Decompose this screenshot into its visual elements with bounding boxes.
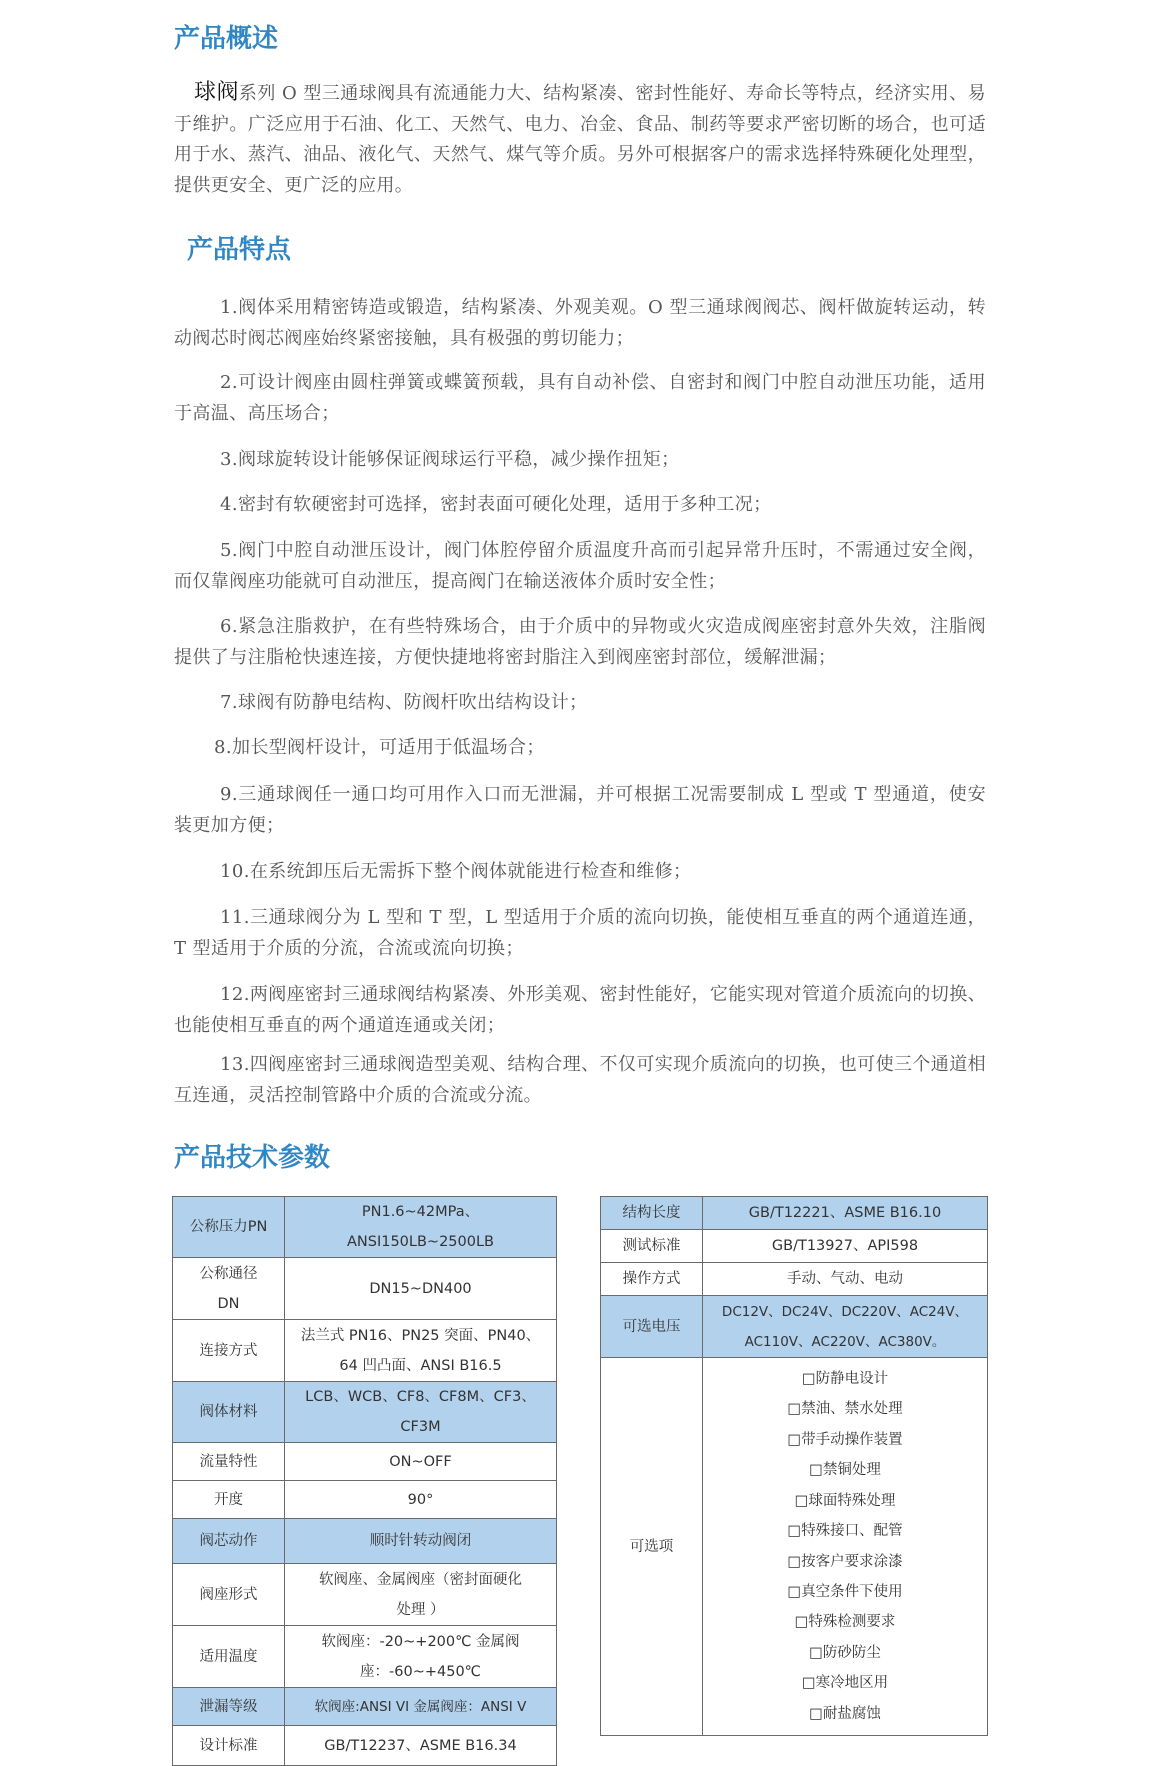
param-row-material xyxy=(173,1382,557,1443)
param-value: 软阀座、金属阀座（密封面硬化处理 ） xyxy=(285,1564,557,1626)
feature-item-13: 13.四阀座密封三通球阀造型美观、结构合理、不仅可实现介质流向的切换，也可使三个通道相互连通，灵活控制管路中介质的合流或分流。 xyxy=(174,1054,986,1106)
param-row-pressure xyxy=(173,1197,557,1258)
param-label: 测试标准 xyxy=(601,1230,703,1263)
param-row-standard xyxy=(173,1726,557,1766)
feature-item-8: 8.加长型阀杆设计，可适用于低温场合； xyxy=(214,737,545,758)
feature-item-2: 2.可设计阀座由圆柱弹簧或蝶簧预载，具有自动补偿、自密封和阀门中腔自动泄压功能，适用于高温、高压场合； xyxy=(174,372,986,424)
option-item: □禁铜处理 xyxy=(809,1462,881,1479)
param-row-test xyxy=(601,1230,988,1263)
feature-item-1: 1.阀体采用精密铸造或锻造，结构紧凑、外观美观。O 型三通球阀阀芯、阀杆做旋转运动，转动阀芯时阀芯阀座始终紧密接触，具有极强的剪切能力； xyxy=(174,297,986,349)
option-item: □禁油、禁水处理 xyxy=(787,1401,903,1418)
param-row-voltage xyxy=(601,1296,988,1358)
param-value: GB/T13927、API598 xyxy=(703,1230,988,1263)
param-label: 流量特性 xyxy=(173,1443,285,1481)
param-value: 顺时针转动阀闭 xyxy=(285,1519,557,1564)
param-label: 适用温度 xyxy=(173,1626,285,1688)
param-value: LCB、WCB、CF8、CF8M、CF3、CF3M xyxy=(285,1382,557,1443)
feature-item-10: 10.在系统卸压后无需拆下整个阀体就能进行检查和维修； xyxy=(220,861,692,882)
feature-item-3: 3.阀球旋转设计能够保证阀球运行平稳，减少操作扭矩； xyxy=(220,449,680,470)
feature-item-5: 5.阀门中腔自动泄压设计，阀门体腔停留介质温度升高而引起异常升压时，不需通过安全阀，而仅靠阀座功能就可自动泄压，提高阀门在输送液体介质时安全性； xyxy=(174,540,986,592)
param-value: DC12V、DC24V、DC220V、AC24V、AC110V、AC220V、AC380V。 xyxy=(703,1296,988,1358)
feature-item-12: 12.两阀座密封三通球阀结构紧凑、外形美观、密封性能好，它能实现对管道介质流向的切换、也能使相互垂直的两个通道连通或关闭； xyxy=(174,984,986,1036)
overview-lead-text: 球阀 xyxy=(194,80,239,105)
param-label: 公称压力PN xyxy=(173,1197,285,1258)
param-row-operation xyxy=(601,1263,988,1296)
options-cell xyxy=(703,1358,988,1736)
option-item: □防静电设计 xyxy=(801,1371,889,1388)
params-table-left xyxy=(172,1196,557,1766)
params-table-right xyxy=(600,1196,988,1736)
param-row-leakage xyxy=(173,1688,557,1726)
param-value: 手动、气动、电动 xyxy=(703,1263,988,1296)
param-label: 设计标准 xyxy=(173,1726,285,1766)
overview-paragraph xyxy=(174,78,986,201)
param-value: 法兰式 PN16、PN25 突面、PN40、64 凹凸面、ANSI B16.5 xyxy=(285,1320,557,1382)
param-value: 90° xyxy=(285,1481,557,1519)
param-label: 阀体材料 xyxy=(173,1382,285,1443)
param-label: 阀芯动作 xyxy=(173,1519,285,1564)
option-item: □真空条件下使用 xyxy=(787,1583,903,1600)
param-value: GB/T12221、ASME B16.10 xyxy=(703,1197,988,1230)
param-row-action xyxy=(173,1519,557,1564)
option-item: □耐盐腐蚀 xyxy=(809,1705,881,1722)
option-item: □防砂防尘 xyxy=(809,1644,881,1661)
option-item: □特殊接口、配管 xyxy=(787,1523,903,1540)
param-label: 操作方式 xyxy=(601,1263,703,1296)
param-label: 可选项 xyxy=(601,1358,703,1736)
param-row-options xyxy=(601,1358,988,1736)
param-row-temperature xyxy=(173,1626,557,1688)
param-label: 公称通径DN xyxy=(173,1258,285,1320)
param-value: 软阀座：-20~+200℃ 金属阀座：-60~+450℃ xyxy=(285,1626,557,1688)
option-item: □带手动操作装置 xyxy=(787,1431,903,1448)
option-item: □按客户要求涂漆 xyxy=(787,1553,903,1570)
overview-body-text: 系列 O 型三通球阀具有流通能力大、结构紧凑、密封性能好、寿命长等特点，经济实用、易于维护。广泛应用于石油、化工、天然气、电力、冶金、食品、制药等要求严密切断的场合，也可适用于水、蒸汽、油品、液化气、天然气、煤气等介质。另外可根据客户的需求选择特殊硬化处理型，提供更安全、更广泛的应用。 xyxy=(174,83,986,196)
option-item: □寒冷地区用 xyxy=(801,1675,889,1692)
param-row-diameter xyxy=(173,1258,557,1320)
param-row-seat xyxy=(173,1564,557,1626)
params-title: 产品技术参数 xyxy=(174,1143,331,1173)
feature-item-7: 7.球阀有防静电结构、防阀杆吹出结构设计； xyxy=(220,692,588,713)
param-value: 软阀座:ANSI VI 金属阀座：ANSI V xyxy=(285,1688,557,1726)
features-title: 产品特点 xyxy=(187,235,292,265)
param-row-length xyxy=(601,1197,988,1230)
feature-item-6: 6.紧急注脂救护，在有些特殊场合，由于介质中的异物或火灾造成阀座密封意外失效，注脂阀提供了与注脂枪快速连接，方便快捷地将密封脂注入到阀座密封部位，缓解泄漏； xyxy=(174,616,986,668)
feature-item-9: 9.三通球阀任一通口均可用作入口而无泄漏，并可根据工况需要制成 L 型或 T 型通道，使安装更加方便； xyxy=(174,784,986,836)
option-item: □特殊检测要求 xyxy=(794,1614,896,1631)
param-value: PN1.6~42MPa、ANSI150LB~2500LB xyxy=(285,1197,557,1258)
param-label: 连接方式 xyxy=(173,1320,285,1382)
param-label: 阀座形式 xyxy=(173,1564,285,1626)
param-label: 泄漏等级 xyxy=(173,1688,285,1726)
param-label: 可选电压 xyxy=(601,1296,703,1358)
param-row-opening xyxy=(173,1481,557,1519)
option-item: □球面特殊处理 xyxy=(794,1492,896,1509)
param-label: 开度 xyxy=(173,1481,285,1519)
options-list xyxy=(707,1364,983,1729)
param-label: 结构长度 xyxy=(601,1197,703,1230)
overview-title: 产品概述 xyxy=(174,24,279,54)
feature-item-4: 4.密封有软硬密封可选择，密封表面可硬化处理，适用于多种工况； xyxy=(220,494,772,515)
param-row-flow xyxy=(173,1443,557,1481)
feature-item-11: 11.三通球阀分为 L 型和 T 型，L 型适用于介质的流向切换，能使相互垂直的两个通道连通，T 型适用于介质的分流，合流或流向切换； xyxy=(174,907,986,959)
param-value: DN15~DN400 xyxy=(285,1258,557,1320)
param-row-connection xyxy=(173,1320,557,1382)
param-value: GB/T12237、ASME B16.34 xyxy=(285,1726,557,1766)
param-value: ON~OFF xyxy=(285,1443,557,1481)
